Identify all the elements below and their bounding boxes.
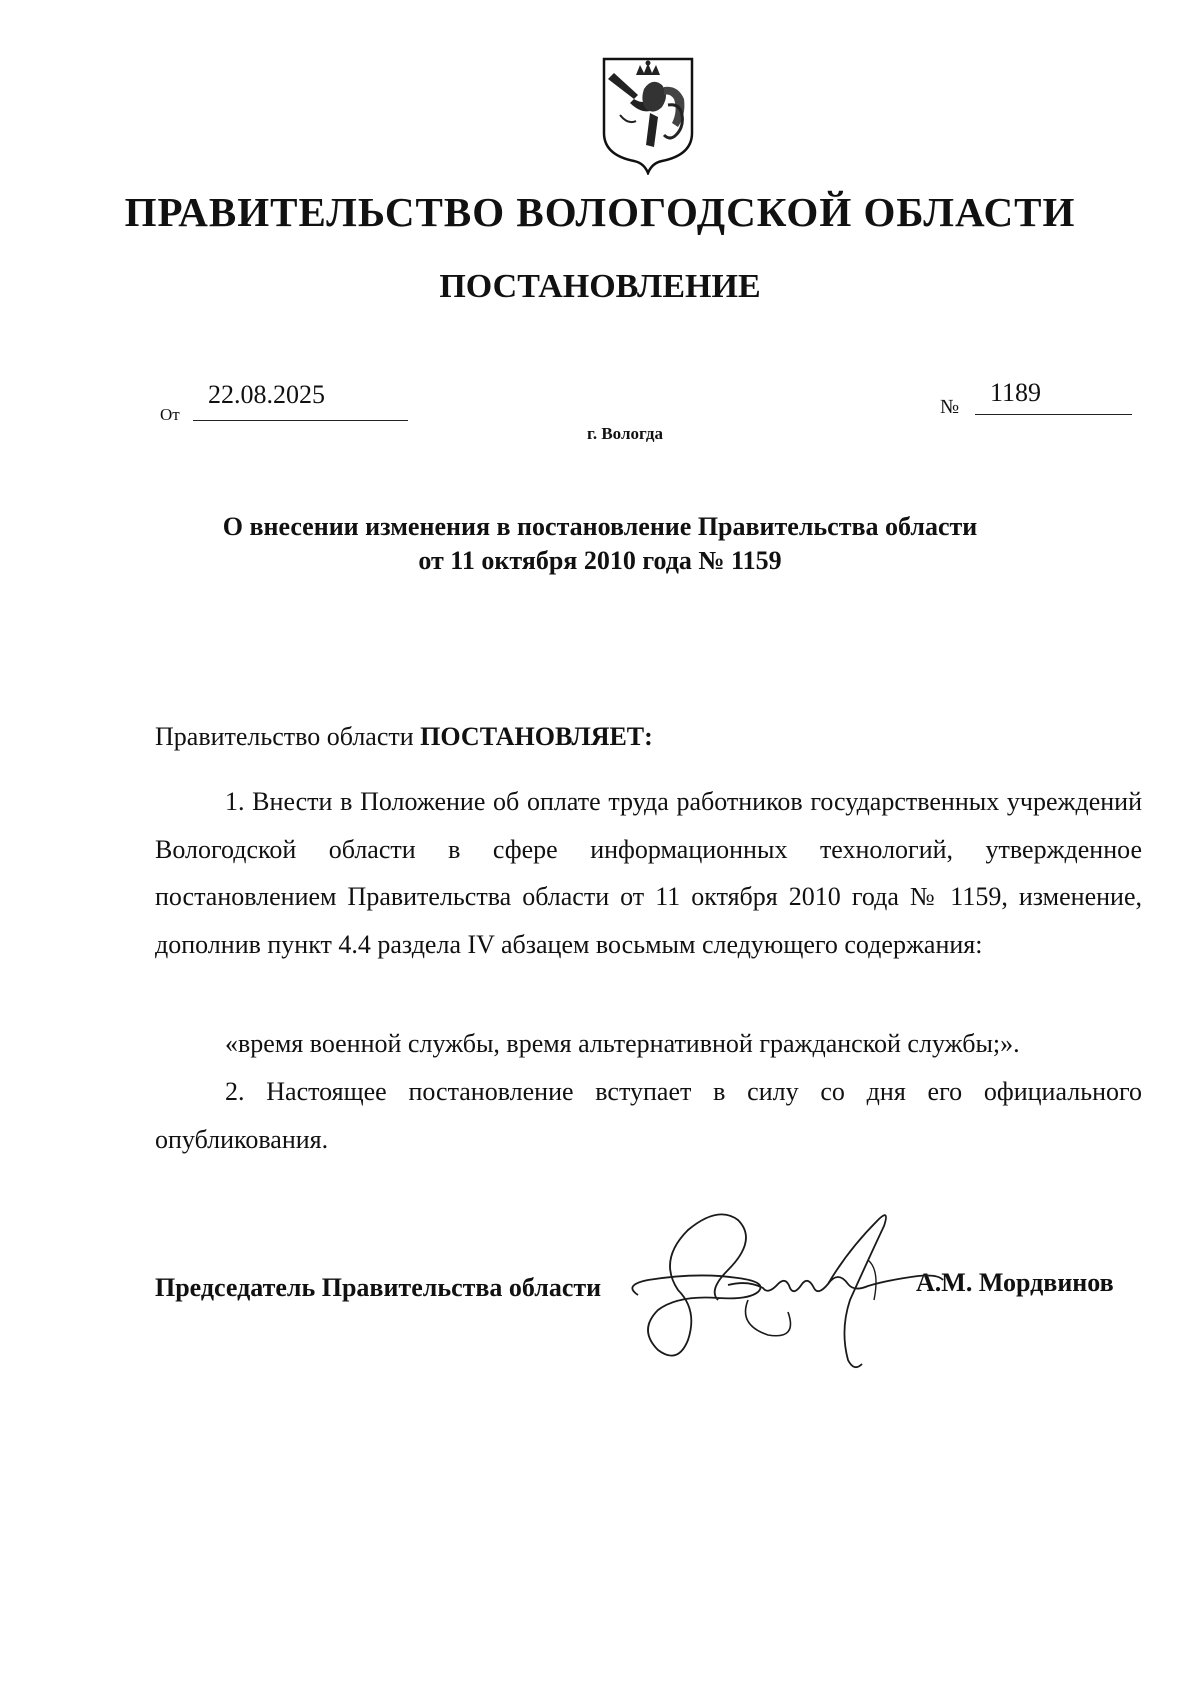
date-label: От — [160, 405, 180, 424]
document-date: 22.08.2025 — [208, 380, 325, 409]
clause-2: 2. Настоящее постановление вступает в силу со дня его официального опубликования. — [155, 1077, 1142, 1154]
document-number: 1189 — [990, 378, 1042, 407]
handwritten-signature — [618, 1200, 948, 1380]
coat-of-arms-emblem — [600, 55, 696, 175]
resolution-intro — [155, 722, 653, 752]
clause-1-quote: «время военной службы, время альтернативной гражданской службы;». — [225, 1029, 1020, 1058]
number-label: № — [940, 396, 960, 418]
clause-1: 1. Внести в Положение об оплате труда работников государственных учреждений Вологодской области в сфере информационных технологий, утвержденное постановлением Правительства области от 11 октября 2010 года № 1159, изменение, дополнив пункт 4.4 раздела IV абзацем восьмым следующего содержания: — [155, 787, 1142, 959]
subject-line-1: О внесении изменения в постановление Правительства области — [222, 512, 978, 541]
document-subject — [0, 510, 1200, 578]
intro-prefix: Правительство области — [155, 722, 421, 751]
document-type: ПОСТАНОВЛЕНИЕ — [439, 268, 761, 305]
number-underline — [975, 414, 1132, 415]
subject-line-2: от 11 октября 2010 года № 1159 — [418, 546, 782, 575]
date-underline — [193, 420, 408, 421]
government-title: ПРАВИТЕЛЬСТВО ВОЛОГОДСКОЙ ОБЛАСТИ — [124, 189, 1076, 235]
signer-name: А.М. Мордвинов — [916, 1268, 1114, 1297]
intro-resolves: ПОСТАНОВЛЯЕТ: — [420, 722, 653, 751]
signer-title: Председатель Правительства области — [155, 1273, 602, 1302]
issue-city: г. Вологда — [587, 424, 663, 443]
